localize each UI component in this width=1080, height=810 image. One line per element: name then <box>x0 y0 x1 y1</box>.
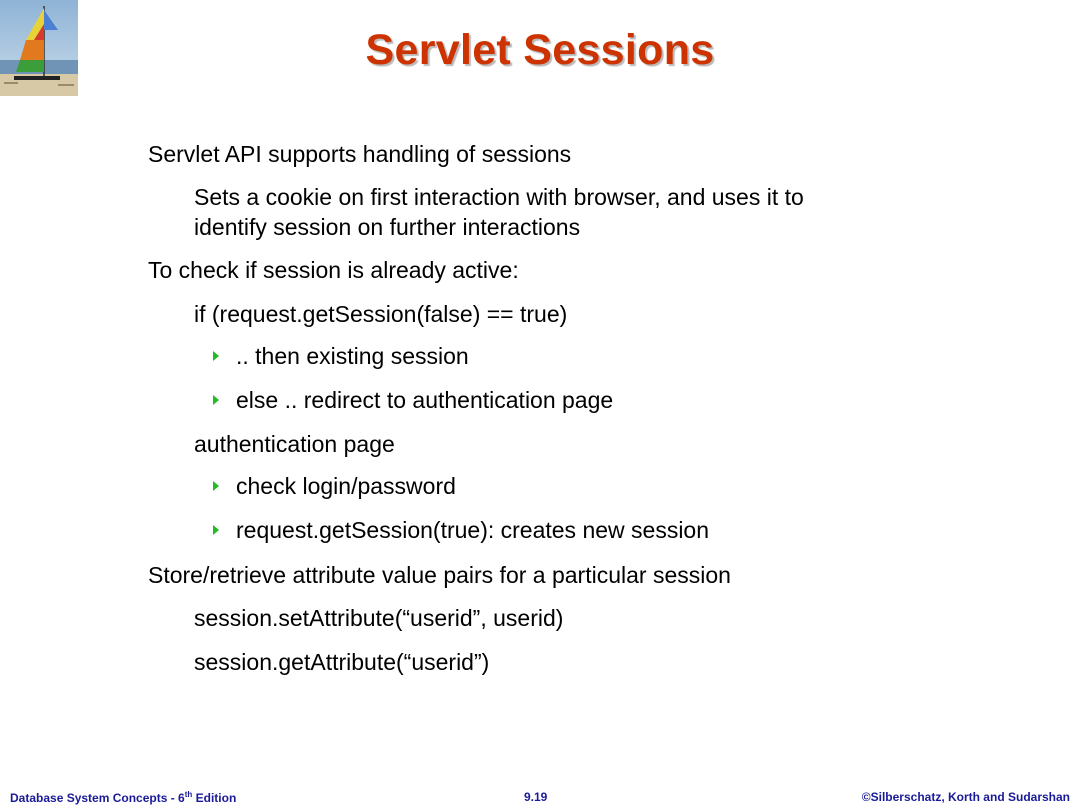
bullet-text: Sets a cookie on first interaction with browser, and uses it to <box>194 184 804 210</box>
bullet-text: session.setAttribute(“userid”, userid) <box>194 605 564 631</box>
footer-page-number: 9.19 <box>524 790 548 804</box>
bullet-text: check login/password <box>236 473 456 499</box>
triangle-arrow-icon <box>213 481 219 491</box>
bullet-text: request.getSession(true): creates new session <box>236 517 710 543</box>
bullet-text: if (request.getSession(false) == true) <box>194 301 568 327</box>
triangle-arrow-icon <box>213 395 219 405</box>
bullet-text: Servlet API supports handling of sessions <box>148 141 572 167</box>
bullet-text: identify session on further interactions <box>194 214 581 240</box>
bullet-text: To check if session is already active: <box>148 257 519 283</box>
triangle-arrow-icon <box>213 525 219 535</box>
slide-title: Servlet Sessions <box>365 26 715 74</box>
footer-copyright: ©Silberschatz, Korth and Sudarshan <box>861 790 1070 804</box>
bullet-text: Store/retrieve attribute value pairs for a particular session <box>148 562 731 588</box>
bullet-text: session.getAttribute(“userid”) <box>194 649 490 675</box>
footer-edition-suffix: Edition <box>192 791 237 805</box>
footer-left <box>10 790 236 805</box>
footer-edition-sup: th <box>184 790 193 799</box>
triangle-arrow-icon <box>213 351 219 361</box>
bullet-text: .. then existing session <box>236 343 469 369</box>
footer-edition-prefix: Database System Concepts - 6 <box>10 791 185 805</box>
bullet-text: authentication page <box>194 431 395 457</box>
bullet-text: else .. redirect to authentication page <box>236 387 614 413</box>
